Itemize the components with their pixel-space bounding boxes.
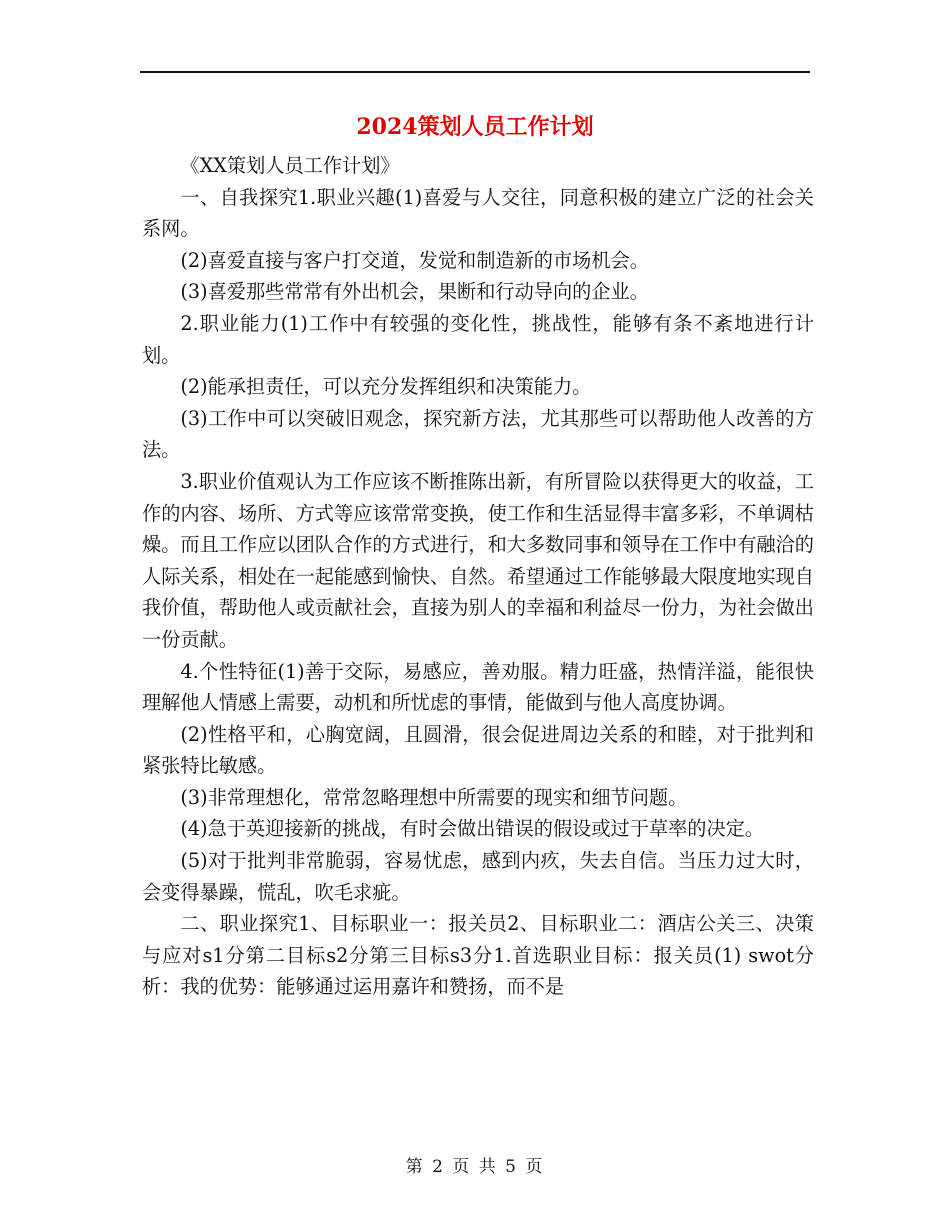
page-footer: 第 2 页 共 5 页 xyxy=(405,1157,545,1177)
paragraph: 3.职业价值观认为工作应该不断推陈出新，有所冒险以获得更大的收益，工作的内容、场所、方式等应该常常变换，使工作和生活显得丰富多彩，不单调枯燥。而且工作应以团队合作的方式进行，和大多数同事和领导在工作中有融洽的人际关系，相处在一起能感到愉快、自然。希望通过工作能够最大限度地实现自我价值，帮助他人或贡献社会，直接为别人的幸福和利益尽一份力，为社会做出一份贡献。 xyxy=(142,469,814,651)
paragraph: (2)喜爱直接与客户打交道，发觉和制造新的市场机会。 xyxy=(180,248,649,272)
header-divider xyxy=(140,71,810,73)
paragraph: (4)急于英迎接新的挑战，有时会做出错误的假设或过于草率的决定。 xyxy=(180,817,765,841)
paragraph: 《XX策划人员工作计划》 xyxy=(180,154,400,177)
paragraph: 2.职业能力(1)工作中有较强的变化性，挑战性，能够有条不紊地进行计划。 xyxy=(142,311,814,367)
paragraph: 一、自我探究1.职业兴趣(1)喜爱与人交往，同意积极的建立广泛的社会关系网。 xyxy=(142,185,814,241)
paragraph: 二、职业探究1、目标职业一：报关员2、目标职业二：酒店公关三、决策与应对s1分第二目标s2分第三目标s3分1.首选职业目标：报关员(1) swot分析：我的优势：能够通过运用嘉许和赞扬，而不是 xyxy=(142,912,814,999)
paragraph: (3)非常理想化，常常忽略理想中所需要的现实和细节问题。 xyxy=(180,785,688,809)
paragraph: (2)性格平和，心胸宽阔，且圆滑，很会促进周边关系的和睦，对于批判和紧张特比敏感。 xyxy=(142,722,814,778)
paragraph: 4.个性特征(1)善于交际，易感应，善劝服。精力旺盛，热情洋溢，能很快理解他人情感上需要，动机和所忧虑的事情，能做到与他人高度协调。 xyxy=(142,659,814,715)
paragraph: (2)能承担责任，可以充分发挥组织和决策能力。 xyxy=(180,375,592,399)
document-body xyxy=(142,150,814,1003)
document-title: 2024策划人员工作计划 xyxy=(356,114,594,140)
paragraph: (3)工作中可以突破旧观念，探究新方法，尤其那些可以帮助他人改善的方法。 xyxy=(142,406,814,462)
paragraph: (3)喜爱那些常常有外出机会，果断和行动导向的企业。 xyxy=(180,280,649,304)
paragraph: (5)对于批判非常脆弱，容易忧虑，感到内疚，失去自信。当压力过大时，会变得暴躁，慌乱，吹毛求疵。 xyxy=(142,849,814,904)
